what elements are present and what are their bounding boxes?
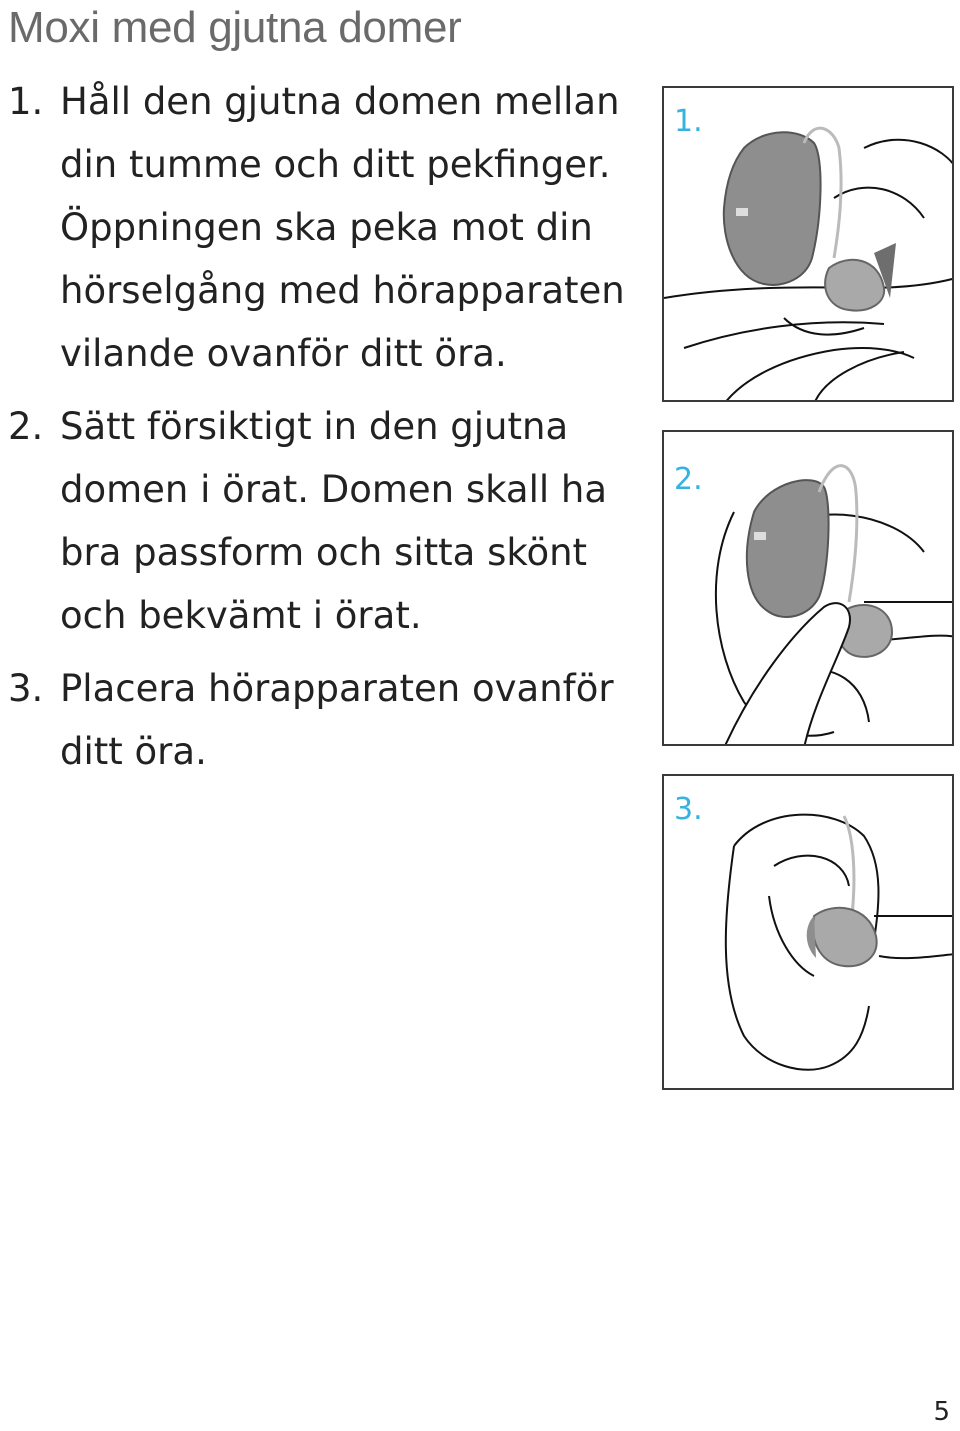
illustration-panel-3 [662, 774, 954, 1090]
illustration-label: 2. [674, 462, 703, 497]
step-3 [0, 657, 640, 783]
step-text: Sätt försiktigt in den gjutna domen i örat. Domen skall ha bra passform och sitta skönt och bekvämt i örat. [60, 405, 608, 637]
hearing-aid-fitted-on-ear-illustration [664, 776, 954, 1090]
instruction-steps [0, 70, 640, 783]
inserting-dome-into-ear-illustration [664, 432, 954, 746]
step-text: Placera hörapparaten ovanför ditt öra. [60, 667, 614, 773]
page-title: Moxi med gjutna domer [8, 3, 462, 52]
step-1 [0, 70, 640, 385]
illustration-label: 1. [674, 104, 703, 139]
step-number: 2. [8, 405, 44, 448]
step-text: Håll den gjutna domen mellan din tumme och ditt pekfinger. Öppningen ska peka mot din hörselgång med hörapparaten vilande ovanför ditt öra. [60, 80, 625, 375]
step-2 [0, 395, 640, 647]
step-number: 1. [8, 80, 44, 123]
step-number: 3. [8, 667, 44, 710]
illustration-panel-1 [662, 86, 954, 402]
page-number: 5 [933, 1397, 950, 1427]
illustration-label: 3. [674, 792, 703, 827]
illustration-panel-2 [662, 430, 954, 746]
hearing-aid-held-between-fingers-illustration [664, 88, 954, 402]
